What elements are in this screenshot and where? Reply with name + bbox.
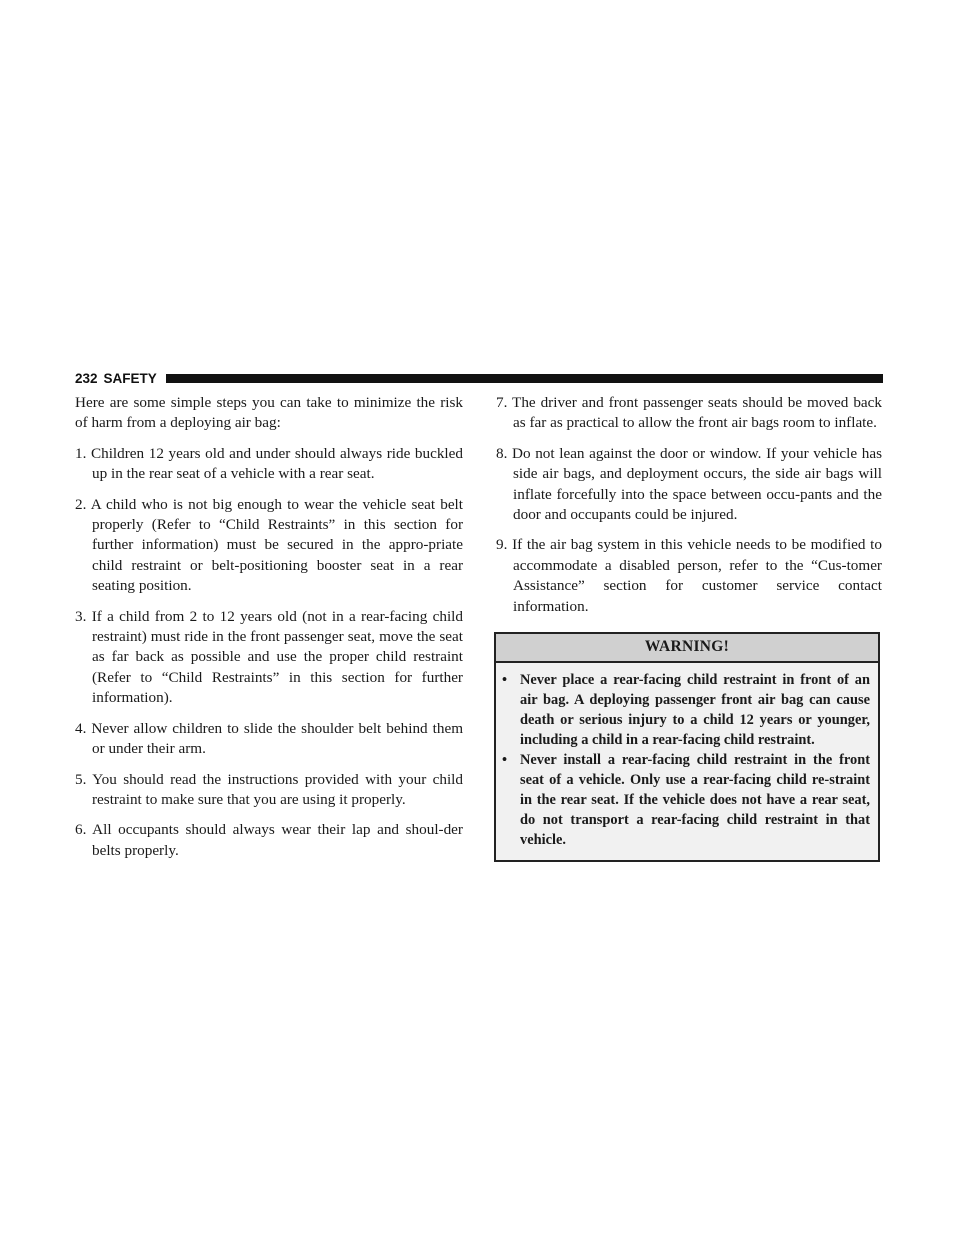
right-column [496,393,882,627]
list-text: The driver and front passenger seats should be moved back as far as practical to allow the front air bags room to inflate. [512,394,882,432]
page-header [75,368,883,388]
warning-title: WARNING! [496,634,878,663]
list-item-7 [496,393,882,434]
list-text: Children 12 years old and under should always ride buckled up in the rear seat of a vehicle with a rear seat. [90,444,463,483]
list-item-8 [496,444,882,526]
list-item-4 [75,719,463,760]
list-text: If the air bag system in this vehicle needs to be modified to accommodate a disabled person, refer to the “Cus-tomer Assistance” section for customer service contact information. [512,536,882,615]
left-column [75,393,463,871]
list-number: 9. [496,536,508,554]
list-item-2 [75,495,463,597]
list-item-5 [75,770,463,811]
warning-item [502,670,870,750]
warning-text: Never install a rear-facing child restraint in the front seat of a vehicle. Only use a rear-facing child re-straint in the rear seat. If the vehicle does not have a rear seat, do not transport a rear-facing child restraint in that vehicle. [520,752,870,848]
list-text: Never allow children to slide the shoulder belt behind them or under their arm. [91,719,464,758]
header-rule [166,374,883,383]
warning-text: Never place a rear-facing child restraint in front of an air bag. A deploying passenger front air bag can cause death or serious injury to a child 12 years or younger, including a child in a rear-facing child restraint. [520,672,870,748]
warning-box [494,632,880,862]
list-number: 4. [75,719,87,737]
list-number: 8. [496,444,508,462]
list-number: 6. [75,821,87,839]
list-text: Do not lean against the door or window. If your vehicle has side air bags, and deployment occurs, the side air bags will inflate forcefully into the space between occu-pants and the door and occupants could be injured. [512,444,882,524]
list-item-1 [75,444,463,485]
list-number: 1. [75,444,87,462]
list-number: 2. [75,495,87,513]
list-text: If a child from 2 to 12 years old (not in a rear-facing child restraint) must ride in the front passenger seat, move the seat as far back as possible and use the proper child restraint (Refer to “Child Restraints” in this section for further information). [91,607,463,707]
page-number: 232 [75,370,98,386]
warning-item [502,750,870,850]
list-number: 5. [75,770,87,788]
list-item-3 [75,607,463,709]
list-item-9 [496,535,882,617]
list-number: 3. [75,607,87,625]
list-number: 7. [496,394,508,411]
list-text: You should read the instructions provided with your child restraint to make sure that you are using it properly. [92,770,463,808]
list-item-6 [75,820,463,861]
section-title: SAFETY [103,370,157,386]
list-text: A child who is not big enough to wear the vehicle seat belt properly (Refer to “Child Restraints” in this section for further information) must be secured in the appro-priate child restraint or belt-positioning booster seat in a rear seating position. [90,495,463,595]
warning-body [496,663,878,860]
bullet-icon: • [502,672,508,688]
intro-paragraph: Here are some simple steps you can take to minimize the risk of harm from a deploying air bag: [75,394,463,432]
bullet-icon: • [502,752,508,768]
list-text: All occupants should always wear their lap and shoul-der belts properly. [92,821,463,859]
